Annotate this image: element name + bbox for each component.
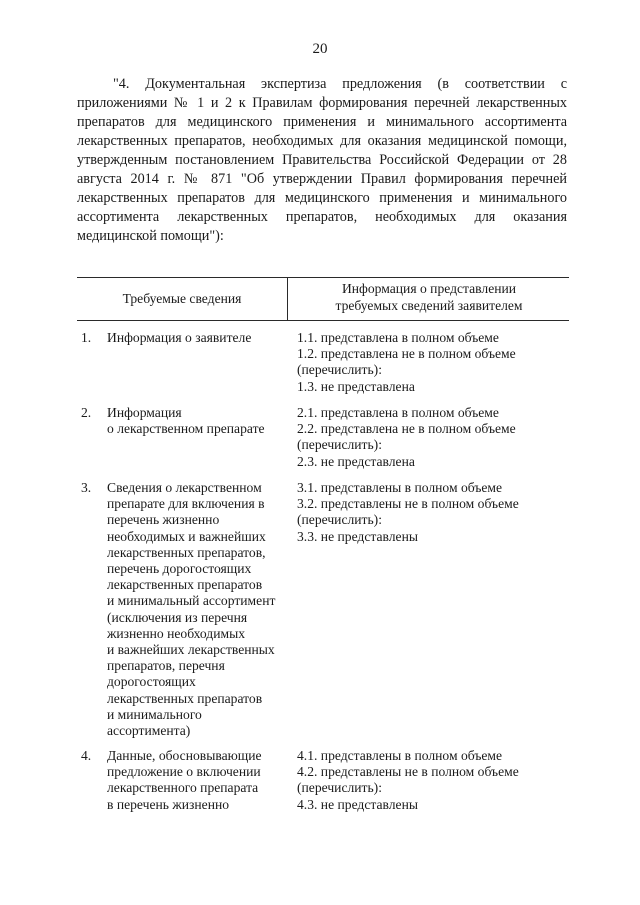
- row-answers: [297, 748, 569, 813]
- row-number: 2.: [81, 405, 92, 420]
- answer-line: 4.1. представлены в полном объеме: [297, 748, 503, 763]
- label-line: и минимального: [107, 706, 202, 722]
- label-line: лекарственного препарата: [107, 780, 259, 796]
- answer-line: 4.3. не представлены: [297, 796, 418, 812]
- label-line: лекарственных препаратов,: [107, 544, 266, 560]
- answer-line: 4.2. представлены не в полном объеме: [297, 764, 519, 780]
- answer-line: (перечислить):: [297, 362, 382, 378]
- label-line: необходимых и важнейших: [107, 528, 266, 544]
- label-line: ассортимента): [107, 723, 191, 739]
- label-line: жизненно необходимых: [107, 625, 246, 641]
- label-line: лекарственных препаратов: [107, 577, 263, 593]
- table-top-border: [77, 277, 569, 278]
- table-header-bottom-border: [77, 320, 569, 321]
- header-submission-info: [290, 280, 568, 314]
- label-line: препарате для включения в: [107, 496, 265, 512]
- answer-line: 3.2. представлены не в полном объеме: [297, 496, 519, 512]
- label-line: и важнейших лекарственных: [107, 642, 275, 658]
- row-answers: [297, 330, 569, 395]
- answer-line: 2.2. представлена не в полном объеме: [297, 421, 516, 437]
- answer-line: 3.1. представлены в полном объеме: [297, 480, 503, 495]
- page-number: 20: [312, 41, 328, 57]
- answer-line: 1.1. представлена в полном объеме: [297, 330, 499, 345]
- answer-line: (перечислить):: [297, 437, 382, 453]
- label-line: перечень дорогостоящих: [107, 561, 252, 577]
- row-answers: [297, 480, 569, 545]
- row-number: 4.: [81, 748, 92, 763]
- answer-line: (перечислить):: [297, 780, 382, 796]
- label-line: перечень жизненно: [107, 512, 220, 528]
- row-label: [107, 330, 287, 346]
- answer-line: 2.3. не представлена: [297, 453, 415, 469]
- header-submission-line-2: требуемых сведений заявителем: [335, 298, 523, 313]
- answer-line: 3.3. не представлены: [297, 528, 418, 544]
- answer-line: (перечислить):: [297, 512, 382, 528]
- answer-line: 1.2. представлена не в полном объеме: [297, 346, 516, 362]
- label-line: о лекарственном препарате: [107, 421, 265, 437]
- row-label: [107, 480, 287, 739]
- row-label: [107, 748, 287, 813]
- label-line: в перечень жизненно: [107, 796, 230, 812]
- answer-line: 1.3. не представлена: [297, 378, 415, 394]
- label-line: лекарственных препаратов: [107, 690, 263, 706]
- header-required-info: Требуемые сведения: [122, 291, 242, 306]
- row-number: 3.: [81, 480, 92, 495]
- label-line: Сведения о лекарственном: [107, 480, 262, 495]
- table-header-divider: [287, 277, 288, 320]
- header-submission-line-1: Информация о представлении: [341, 281, 517, 296]
- label-line: Информация о заявителе: [107, 330, 252, 345]
- intro-paragraph: "4. Документальная экспертиза предложения (в соответствии с приложениями № 1 и 2 к Правилам формирования перечней лекарственных препаратов для медицинского применения и минимального ассортимента лекарственных препаратов, необходимых для оказания медицинской помощи, утвержденным постановлением Правительства Российской Федерации от 28 августа 2014 г. № 871 "Об утверждении Правил формирования перечней лекарственных препаратов для медицинского применения и минимального ассортимента лекарственных препаратов, необходимых для оказания медицинской помощи"):: [77, 76, 567, 244]
- label-line: Информация: [107, 405, 182, 420]
- row-label: [107, 405, 287, 437]
- answer-line: 2.1. представлена в полном объеме: [297, 405, 499, 420]
- label-line: (исключения из перечня: [107, 609, 248, 625]
- label-line: и минимальный ассортимент: [107, 593, 276, 609]
- label-line: предложение о включении: [107, 764, 261, 780]
- row-number: 1.: [81, 330, 92, 345]
- row-answers: [297, 405, 569, 470]
- label-line: Данные, обосновывающие: [107, 748, 262, 763]
- label-line: дорогостоящих: [107, 674, 196, 690]
- label-line: препаратов, перечня: [107, 658, 225, 674]
